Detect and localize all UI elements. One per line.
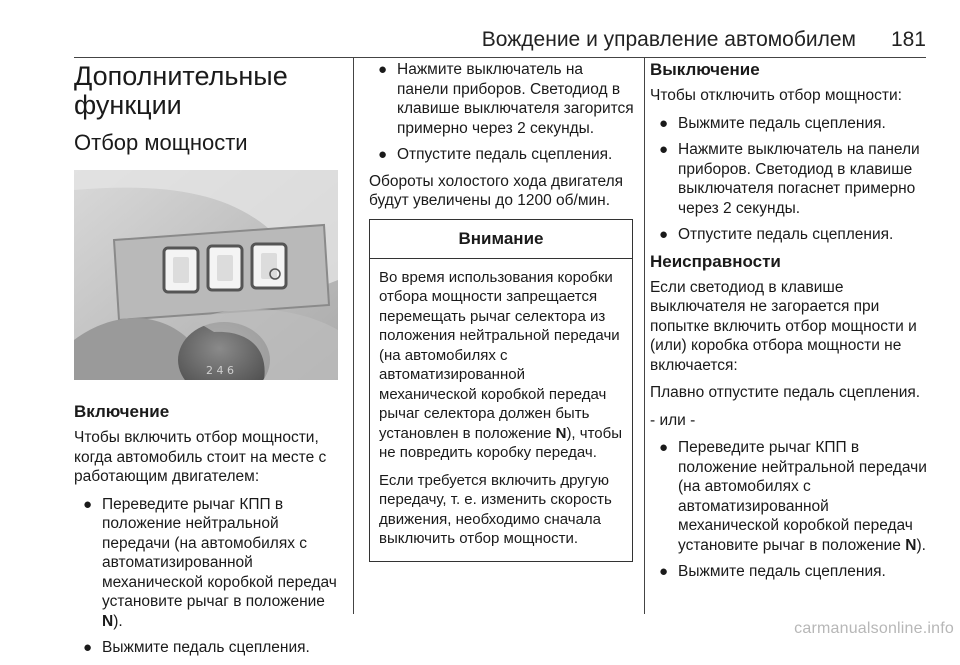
- column-1: [74, 60, 342, 665]
- list-item-text: Нажмите выключатель на панели приборов. Светодиод в клавише выключателя погаснет примерно через 2 секунды.: [678, 141, 920, 217]
- bullet-icon: ●: [659, 141, 669, 158]
- list-item-text: Выжмите педаль сцепления.: [102, 639, 310, 656]
- bullet-icon: ●: [659, 439, 669, 456]
- list-item: [369, 60, 634, 138]
- list-item: [650, 140, 928, 218]
- list-item: [74, 495, 342, 632]
- list-item: [650, 225, 928, 245]
- warning-body: [370, 259, 632, 561]
- bullet-icon: ●: [659, 563, 669, 580]
- gear-position: N: [555, 424, 567, 442]
- gear-position: N: [102, 612, 114, 630]
- column-divider-1: [353, 58, 354, 614]
- bullet-icon: ●: [659, 114, 669, 132]
- switch-on-steps-cont: [369, 60, 634, 165]
- switch-off-intro: Чтобы отключить отбор мощности:: [650, 87, 902, 104]
- switch-on-intro: Чтобы включить отбор мощности, когда автомобиль стоит на месте с работающим двигателем:: [74, 429, 327, 485]
- list-item-text: Выжмите педаль сцепления.: [678, 563, 886, 580]
- list-item: [650, 562, 928, 582]
- switch-off-steps: [650, 114, 928, 245]
- list-item-text: Отпустите педаль сцепления.: [678, 226, 894, 243]
- bullet-icon: ●: [378, 146, 388, 163]
- list-item: [369, 145, 634, 165]
- pto-switch-photo: [74, 170, 338, 380]
- faults-or: - или -: [650, 411, 696, 429]
- warning-paragraph-1: [379, 268, 623, 463]
- warning-title: Внимание: [370, 220, 632, 259]
- watermark: carmanualsonline.info: [794, 620, 954, 637]
- bullet-icon: ●: [378, 61, 388, 78]
- section-switch-off-title: Выключение: [650, 60, 760, 79]
- pto-heading: Отбор мощности: [74, 130, 248, 155]
- list-item-text: Переведите рычаг КПП в положение нейтральной передачи (на автомобилях с автоматизированной механической коробкой передач установите рычаг в положение: [102, 495, 337, 610]
- switch-on-steps: [74, 495, 342, 658]
- bullet-icon: ●: [83, 639, 93, 656]
- svg-text:2 4 6: 2 4 6: [206, 364, 234, 377]
- running-title: Вождение и управление автомобилем: [481, 28, 856, 51]
- list-item-text-end: ).: [916, 536, 926, 554]
- header-rule: [74, 57, 926, 58]
- faults-paragraph-2: Плавно отпустите педаль сцепления.: [650, 384, 921, 401]
- section-faults-title: Неисправности: [650, 251, 781, 271]
- list-item-text: Отпустите педаль сцепления.: [397, 146, 613, 163]
- warning-box: [369, 219, 633, 562]
- warning-text: Во время использования коробки отбора мощности запрещается перемещать рычаг селектора из положения нейтральной передачи (на автомобилях с автоматизированной механической коробкой передач рычаг селектора должен быть установлен в положение: [379, 268, 620, 442]
- chapter-heading-line-2: функции: [74, 90, 182, 120]
- page-number: 181: [890, 28, 926, 51]
- chapter-heading-line-1: Дополнительные: [74, 61, 288, 91]
- section-switch-on-title: Включение: [74, 402, 170, 421]
- page-header: [74, 26, 926, 56]
- warning-text-end: ), чтобы не повредить коробку передач.: [379, 424, 622, 461]
- list-item-text-end: ).: [113, 612, 123, 630]
- column-2: [369, 60, 634, 562]
- gear-position: N: [905, 536, 917, 554]
- column-3: [650, 60, 928, 589]
- list-item: [650, 438, 928, 555]
- warning-paragraph-2: Если требуется включить другую передачу, т. е. изменить скорость движения, необходимо сначала выключить отбор мощности.: [379, 471, 612, 547]
- list-item-text: Выжмите педаль сцепления.: [678, 114, 886, 132]
- list-item: [650, 114, 928, 134]
- bullet-icon: ●: [83, 495, 93, 513]
- list-item-text: Нажмите выключатель на панели приборов. Светодиод в клавише выключателя загорится примерно через 2 секунды.: [397, 61, 634, 137]
- faults-steps: [650, 438, 928, 582]
- faults-paragraph-1: Если светодиод в клавише выключателя не загорается при попытке включить отбор мощности и (или) коробка отбора мощности не включается:: [650, 278, 917, 374]
- idle-speed-note: Обороты холостого хода двигателя будут увеличены до 1200 об/мин.: [369, 172, 624, 209]
- column-divider-2: [644, 58, 645, 614]
- list-item-text: Переведите рычаг КПП в положение нейтральной передачи (на автомобилях с автоматизированной механической коробкой передач установите рычаг в положение: [678, 439, 927, 554]
- list-item: [74, 638, 342, 658]
- chapter-heading: [74, 62, 342, 120]
- bullet-icon: ●: [659, 226, 669, 243]
